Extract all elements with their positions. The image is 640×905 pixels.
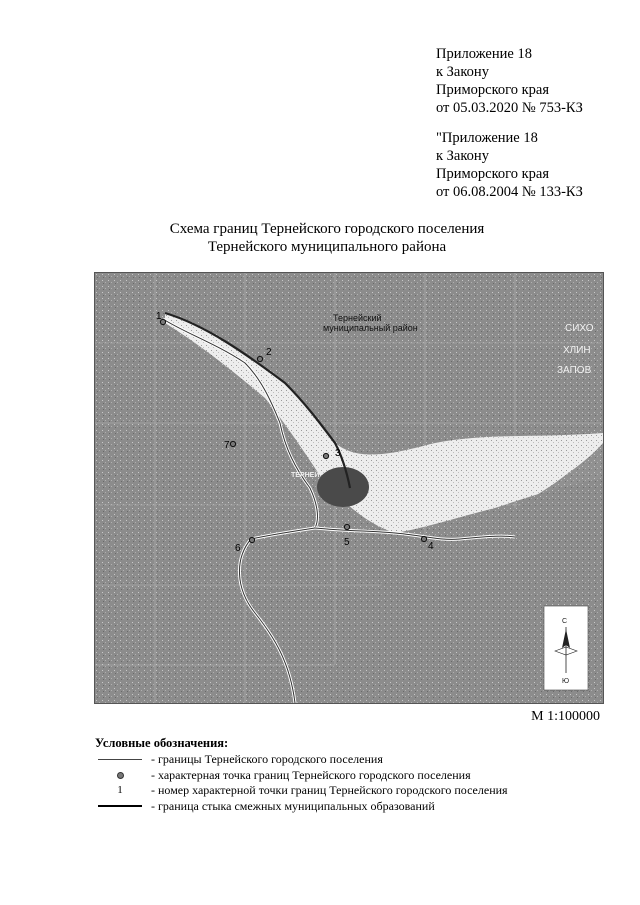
annex-original-line: "Приложение 18 (436, 130, 538, 146)
annex-current-line: Приложение 18 (436, 46, 532, 62)
town-label: ТЕРНЕЙ (291, 472, 320, 479)
annex-original-line: от 06.08.2004 № 133-КЗ (436, 184, 583, 200)
annex-current-line: Приморского края (436, 82, 550, 98)
annex-original-line: Приморского края (436, 166, 550, 182)
page-title (0, 220, 640, 256)
point-number: 3 (335, 448, 341, 459)
compass (544, 606, 588, 690)
point-number: 7 (224, 440, 230, 451)
title-line: Схема границ Тернейского городского поселения (169, 221, 485, 237)
point-dot-icon (117, 772, 124, 779)
thick-line-icon (98, 805, 142, 807)
point-number: 5 (344, 537, 350, 548)
point-number: 4 (428, 541, 434, 552)
title-line: Тернейского муниципального района (207, 239, 447, 255)
town-area (317, 467, 369, 507)
thin-line-icon (98, 759, 142, 760)
legend (95, 752, 508, 814)
point-number-symbol: 1 (117, 784, 123, 796)
district-label: муниципальный район (323, 323, 418, 333)
district-label: Тернейский (333, 313, 382, 323)
legend-item (95, 783, 508, 799)
legend-item (95, 799, 508, 815)
compass-south-label: Ю (562, 678, 570, 685)
legend-text: - номер характерной точки границ Тернейского городского поселения (151, 783, 508, 797)
edge-label: СИХО (565, 323, 594, 334)
annex-current-line: к Закону (436, 64, 489, 80)
annex-original-line: к Закону (436, 148, 489, 164)
boundary-point-5 (344, 524, 350, 548)
edge-label: ХЛИН (563, 345, 591, 356)
point-number: 2 (266, 347, 272, 358)
annex-original (436, 129, 583, 201)
legend-item (95, 768, 508, 784)
edge-label: ЗАПОВ (557, 365, 592, 376)
annex-current (436, 45, 583, 117)
boundary-map (94, 272, 604, 704)
compass-north-label: С (562, 618, 568, 625)
legend-title: Условные обозначения: (95, 736, 229, 750)
point-number: 1 (156, 311, 162, 322)
map-canvas (95, 273, 603, 703)
point-number: 6 (235, 543, 241, 554)
map-scale: М 1:100000 (531, 709, 600, 724)
legend-symbol (95, 783, 145, 799)
annex-current-line: от 05.03.2020 № 753-КЗ (436, 100, 583, 116)
legend-item (95, 752, 508, 768)
legend-text: - характерная точка границ Тернейского городского поселения (151, 767, 471, 782)
legend-symbol (95, 772, 145, 779)
legend-text: - граница стыка смежных муниципальных образований (151, 798, 435, 813)
legend-symbol (95, 805, 145, 807)
legend-text: - границы Тернейского городского поселения (151, 752, 383, 766)
legend-symbol (95, 759, 145, 760)
